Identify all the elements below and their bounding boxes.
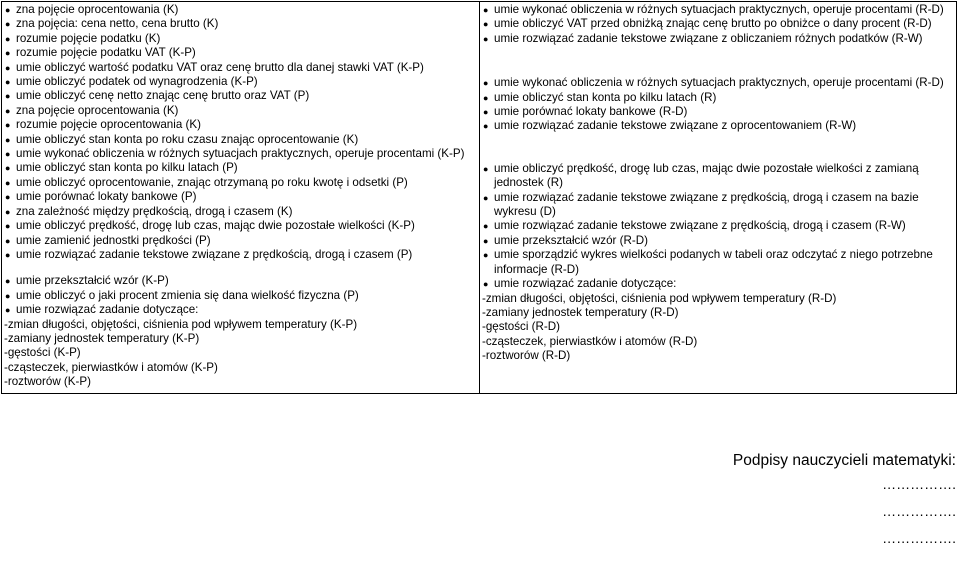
signature-line: ……………. [882, 476, 956, 492]
plain-line: -zmian długości, objętości, ciśnienia pod wpływem temperatury (R-D) [482, 291, 837, 305]
right-group-speed [482, 162, 954, 292]
plain-line: -zamiany jednostek temperatury (R-D) [482, 305, 679, 319]
list-item: ● umie rozwiązać zadanie tekstowe związane z oprocentowaniem (R-W) [482, 119, 954, 133]
plain-line: -roztworów (R-D) [482, 349, 571, 363]
list-item: ● umie obliczyć VAT przed obniżką znając cenę brutto po obniżce o dany procent (R-D) [482, 17, 954, 31]
list-item: ● umie sporządzić wykres wielkości podanych w tabeli oraz odczytać z niego potrzebne informacje (R-D) [482, 248, 954, 277]
plain-line: -cząsteczek, pierwiastków i atomów (K-P) [4, 360, 218, 374]
plain-line: -zmian długości, objętości, ciśnienia pod wpływem temperatury (K-P) [4, 317, 358, 331]
list-item: ● rozumie pojęcie podatku VAT (K-P) [4, 46, 477, 60]
list-item: ● umie obliczyć prędkość, drogę lub czas, mając dwie pozostałe wielkości (K-P) [4, 219, 477, 233]
plain-line: -roztworów (K-P) [4, 375, 91, 389]
list-item: ● umie przekształcić wzór (K-P) [4, 274, 477, 288]
left-group-interest [4, 104, 477, 205]
right-column [480, 2, 957, 394]
list-item: ● umie obliczyć stan konta po kilku latach (P) [4, 161, 477, 175]
left-group-speed [4, 205, 477, 263]
list-item: ● rozumie pojęcie oprocentowania (K) [4, 118, 477, 132]
signature-line: ……………. [882, 503, 956, 519]
list-item: ● umie rozwiązać zadanie tekstowe związane z prędkością, drogą i czasem (P) [4, 248, 477, 262]
list-item: ● umie obliczyć cenę netto znając cenę brutto oraz VAT (P) [4, 89, 477, 103]
left-group-formulas [4, 274, 477, 317]
plain-line: -zamiany jednostek temperatury (K-P) [4, 331, 200, 345]
table-row [2, 2, 957, 394]
list-item: ● zna pojęcie oprocentowania (K) [4, 104, 477, 118]
list-item: ● umie obliczyć oprocentowanie, znając otrzymaną po roku kwotę i odsetki (P) [4, 176, 477, 190]
right-group-vat [482, 3, 954, 46]
plain-line: -cząsteczek, pierwiastków i atomów (R-D) [482, 334, 698, 348]
list-item: ● umie rozwiązać zadanie dotyczące: [4, 303, 477, 317]
list-item: ● umie wykonać obliczenia w różnych sytuacjach praktycznych, operuje procentami (R-D) [482, 3, 954, 17]
list-item: ● umie obliczyć podatek od wynagrodzenia (K-P) [4, 75, 477, 89]
left-column [2, 2, 480, 394]
requirements-table [1, 1, 957, 394]
list-item: ● zna pojęcie oprocentowania (K) [4, 3, 477, 17]
list-item: ● zna pojęcia: cena netto, cena brutto (K) [4, 17, 477, 31]
list-item: ● umie porównać lokaty bankowe (R-D) [482, 105, 954, 119]
list-item: ● umie wykonać obliczenia w różnych sytuacjach praktycznych, operuje procentami (K-P) [4, 147, 477, 161]
signature-block [733, 451, 956, 552]
list-item: ● zna zależność między prędkością, drogą i czasem (K) [4, 205, 477, 219]
signature-line: ……………. [882, 530, 956, 546]
list-item: ● umie wykonać obliczenia w różnych sytuacjach praktycznych, operuje procentami (R-D) [482, 76, 954, 90]
list-item: ● umie obliczyć stan konta po roku czasu znając oprocentowanie (K) [4, 133, 477, 147]
list-item: ● umie przekształcić wzór (R-D) [482, 234, 954, 248]
list-item: ● umie rozwiązać zadanie tekstowe związane z obliczaniem różnych podatków (R-W) [482, 32, 954, 46]
list-item: ● rozumie pojęcie podatku (K) [4, 32, 477, 46]
list-item: ● umie obliczyć o jaki procent zmienia się dana wielkość fizyczna (P) [4, 289, 477, 303]
left-group-vat [4, 3, 477, 104]
list-item: ● umie obliczyć wartość podatku VAT oraz cenę brutto dla danej stawki VAT (K-P) [4, 61, 477, 75]
list-item: ● umie obliczyć prędkość, drogę lub czas, mając dwie pozostałe wielkości z zamianą jednostek (R) [482, 162, 954, 191]
list-item: ● umie zamienić jednostki prędkości (P) [4, 234, 477, 248]
plain-line: -gęstości (K-P) [4, 346, 81, 360]
spacer [482, 46, 954, 76]
spacer [482, 134, 954, 162]
signature-title: Podpisy nauczycieli matematyki: [732, 452, 956, 469]
list-item: ● umie rozwiązać zadanie dotyczące: [482, 277, 954, 291]
spacer [4, 262, 477, 274]
list-item: ● umie porównać lokaty bankowe (P) [4, 190, 477, 204]
list-item: ● umie rozwiązać zadanie tekstowe związane z prędkością, drogą i czasem na bazie wykresu (D) [482, 191, 954, 220]
right-group-interest [482, 76, 954, 134]
list-item: ● umie obliczyć stan konta po kilku latach (R) [482, 91, 954, 105]
plain-line: -gęstości (R-D) [482, 320, 560, 334]
list-item: ● umie rozwiązać zadanie tekstowe związane z prędkością, drogą i czasem (R-W) [482, 219, 954, 233]
